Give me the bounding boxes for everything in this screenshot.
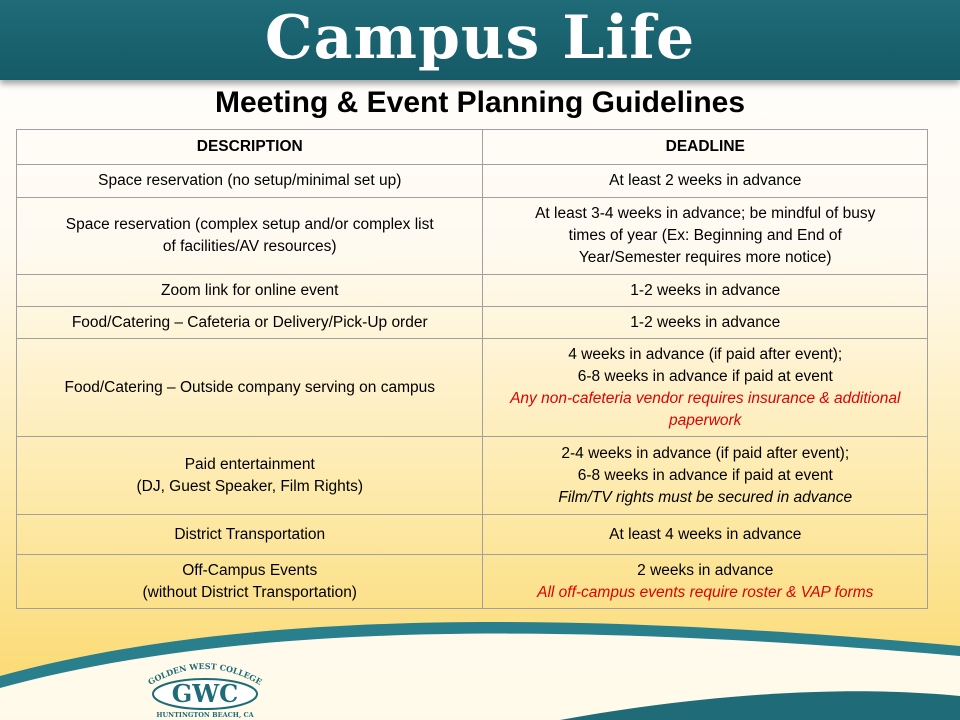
deadline-line: times of year (Ex: Beginning and End of <box>568 227 842 244</box>
row-description <box>17 339 483 437</box>
row-deadline <box>483 307 928 339</box>
row-description <box>17 198 483 275</box>
deadline-line: At least 2 weeks in advance <box>609 172 802 189</box>
deadline-line: 2 weeks in advance <box>637 561 774 579</box>
deadline-warning-note: All off-campus events require roster & VAP forms <box>537 583 874 601</box>
row-deadline <box>483 275 928 307</box>
table-header-row <box>17 130 928 165</box>
row-description <box>17 555 483 609</box>
description-line: Food/Catering – Cafeteria or Delivery/Pick-Up order <box>71 313 428 331</box>
table-row <box>17 165 928 198</box>
deadline-line: 4 weeks in advance (if paid after event); <box>568 345 843 363</box>
table-row <box>17 198 928 275</box>
table-row <box>17 515 928 555</box>
table-row <box>17 437 928 515</box>
logo-bottom-text: HUNTINGTON BEACH, CA <box>156 711 254 719</box>
table-body <box>17 165 928 609</box>
page-title: Campus Life <box>264 3 696 73</box>
deadline-line: 6-8 weeks in advance if paid at event <box>577 466 833 484</box>
description-line: of facilities/AV resources) <box>162 238 337 255</box>
logo-mark: GWC <box>171 679 239 708</box>
deadline-line: 6-8 weeks in advance if paid at event <box>577 367 833 385</box>
description-line: Zoom link for online event <box>161 281 339 299</box>
deadline-line: 2-4 weeks in advance (if paid after event); <box>561 444 850 462</box>
row-deadline <box>483 339 928 437</box>
description-line: (without District Transportation) <box>142 583 357 601</box>
description-line: District Transportation <box>174 525 326 543</box>
row-description <box>17 437 483 515</box>
deadline-line: Year/Semester requires more notice) <box>578 249 832 266</box>
logo-top-text: GOLDEN WEST COLLEGE <box>146 660 264 687</box>
deadline-warning-note: Any non-cafeteria vendor requires insurance & additional paperwork <box>510 389 901 429</box>
row-description <box>17 307 483 339</box>
description-line: Food/Catering – Outside company serving on campus <box>64 378 435 396</box>
row-description <box>17 515 483 555</box>
guidelines-table <box>16 129 928 609</box>
row-deadline <box>483 198 928 275</box>
page-subtitle: Meeting & Event Planning Guidelines <box>214 86 746 119</box>
table-row <box>17 555 928 609</box>
description-line: (DJ, Guest Speaker, Film Rights) <box>136 477 364 495</box>
column-header-description: DESCRIPTION <box>17 130 483 165</box>
column-header-deadline: DEADLINE <box>483 130 928 165</box>
row-deadline <box>483 555 928 609</box>
row-description <box>17 275 483 307</box>
table-row <box>17 275 928 307</box>
description-line: Paid entertainment <box>184 455 315 473</box>
deadline-line: 1-2 weeks in advance <box>630 313 781 331</box>
description-line: Off-Campus Events <box>182 561 318 579</box>
row-description <box>17 165 483 198</box>
description-line: Space reservation (complex setup and/or complex list <box>65 216 434 233</box>
row-deadline <box>483 515 928 555</box>
deadline-italic-note: Film/TV rights must be secured in advance <box>558 488 853 506</box>
table-row <box>17 339 928 437</box>
description-line: Space reservation (no setup/minimal set up) <box>98 172 402 189</box>
table-row <box>17 307 928 339</box>
deadline-line: At least 4 weeks in advance <box>609 525 802 543</box>
row-deadline <box>483 437 928 515</box>
row-deadline <box>483 165 928 198</box>
deadline-line: 1-2 weeks in advance <box>630 281 781 299</box>
college-logo <box>140 658 270 720</box>
deadline-line: At least 3-4 weeks in advance; be mindful of busy <box>535 205 876 222</box>
